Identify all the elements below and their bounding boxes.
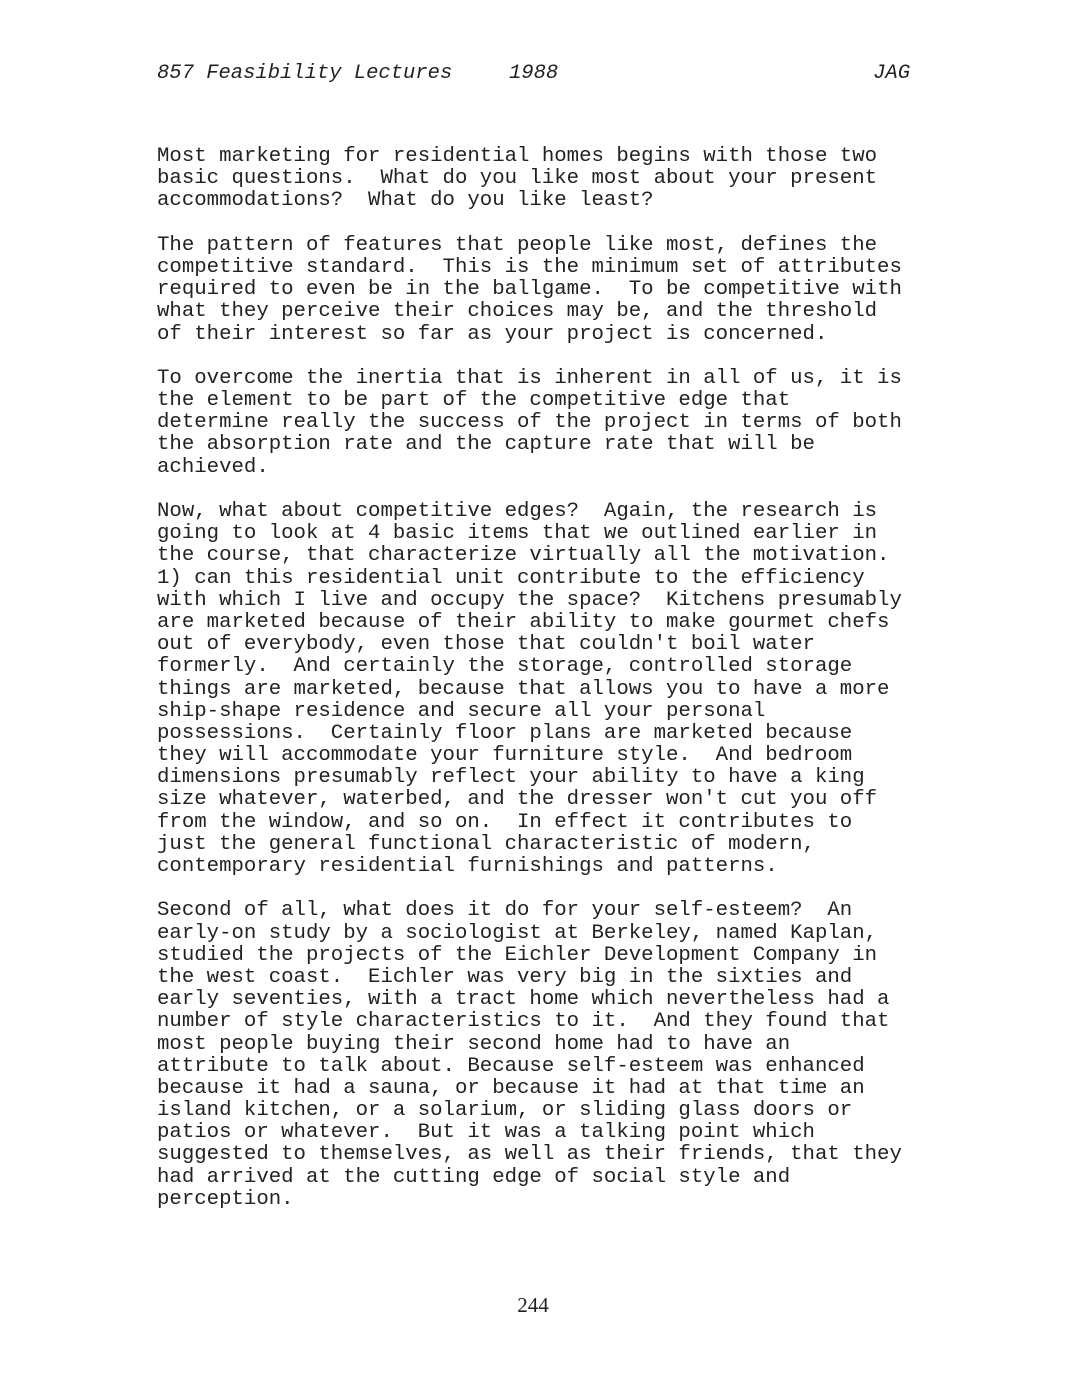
text-line: the west coast. Eichler was very big in the sixties and <box>157 965 853 989</box>
header-course-title: 857 Feasibility Lectures <box>157 62 453 85</box>
text-line: had arrived at the cutting edge of social style and <box>157 1165 791 1189</box>
text-line: things are marketed, because that allows you to have a more <box>157 677 890 701</box>
text-line: the absorption rate and the capture rate that will be <box>157 433 815 457</box>
text-line: formerly. And certainly the storage, controlled storage <box>157 655 853 679</box>
text-line: Now, what about competitive edges? Again, the research is <box>157 500 878 523</box>
text-line: from the window, and so on. In effect it contributes to <box>157 810 853 834</box>
text-line: because it had a sauna, or because it had at that time an <box>157 1076 865 1100</box>
text-line: size whatever, waterbed, and the dresser won't cut you off <box>157 788 878 812</box>
text-line: the course, that characterize virtually all the motivation. <box>157 544 890 568</box>
text-line: contemporary residential furnishings and patterns. <box>157 855 778 878</box>
text-line: early-on study by a sociologist at Berkeley, named Kaplan, <box>157 921 878 945</box>
text-line: suggested to themselves, as well as their friends, that they <box>157 1143 902 1167</box>
text-line: determine really the success of the project in terms of both <box>157 411 902 435</box>
text-line: perception. <box>157 1187 294 1211</box>
text-line: ship-shape residence and secure all your personal <box>157 699 766 723</box>
text-line: competitive standard. This is the minimum set of attributes <box>157 255 902 279</box>
paragraph <box>157 900 947 1211</box>
text-line: achieved. <box>157 455 269 479</box>
text-line: possessions. Certainly floor plans are marketed because <box>157 721 853 745</box>
paragraph <box>157 146 947 213</box>
text-line: going to look at 4 basic items that we outlined earlier in <box>157 522 878 546</box>
text-line: The pattern of features that people like most, defines the <box>157 233 878 257</box>
text-line: island kitchen, or a solarium, or sliding glass doors or <box>157 1099 853 1123</box>
text-line: of their interest so far as your project is concerned. <box>157 322 828 346</box>
text-line: accommodations? What do you like least? <box>157 189 654 213</box>
text-line: basic questions. What do you like most about your present <box>157 167 878 191</box>
text-line: the element to be part of the competitive edge that <box>157 389 791 413</box>
text-line: are marketed because of their ability to make gourmet chefs <box>157 610 890 634</box>
body-text <box>157 146 947 1233</box>
text-line: Most marketing for residential homes begins with those two <box>157 145 878 168</box>
text-line: what they perceive their choices may be, and the threshold <box>157 300 878 324</box>
text-line: attribute to talk about. Because self-esteem was enhanced <box>157 1054 865 1078</box>
text-line: just the general functional characteristic of modern, <box>157 832 815 856</box>
text-line: number of style characteristics to it. And they found that <box>157 1010 890 1034</box>
paragraph <box>157 235 947 346</box>
text-line: studied the projects of the Eichler Development Company in <box>157 943 878 967</box>
text-line: Second of all, what does it do for your self-esteem? An <box>157 899 853 923</box>
text-line: they will accommodate your furniture style. And bedroom <box>157 744 853 768</box>
running-header <box>157 62 910 88</box>
paragraph <box>157 501 947 878</box>
text-line: out of everybody, even those that couldn't boil water <box>157 633 815 657</box>
header-author: JAG <box>873 62 910 85</box>
text-line: most people buying their second home had to have an <box>157 1032 791 1056</box>
header-year: 1988 <box>509 62 559 85</box>
text-line: To overcome the inertia that is inherent in all of us, it is <box>157 366 902 390</box>
text-line: early seventies, with a tract home which nevertheless had a <box>157 988 890 1012</box>
paragraph <box>157 368 947 479</box>
text-line: required to even be in the ballgame. To be competitive with <box>157 278 902 302</box>
page-number: 244 <box>517 1293 549 1317</box>
text-line: with which I live and occupy the space? Kitchens presumably <box>157 588 902 612</box>
text-line: dimensions presumably reflect your ability to have a king <box>157 766 865 790</box>
text-line: 1) can this residential unit contribute to the efficiency <box>157 566 865 590</box>
text-line: patios or whatever. But it was a talking point which <box>157 1121 815 1145</box>
